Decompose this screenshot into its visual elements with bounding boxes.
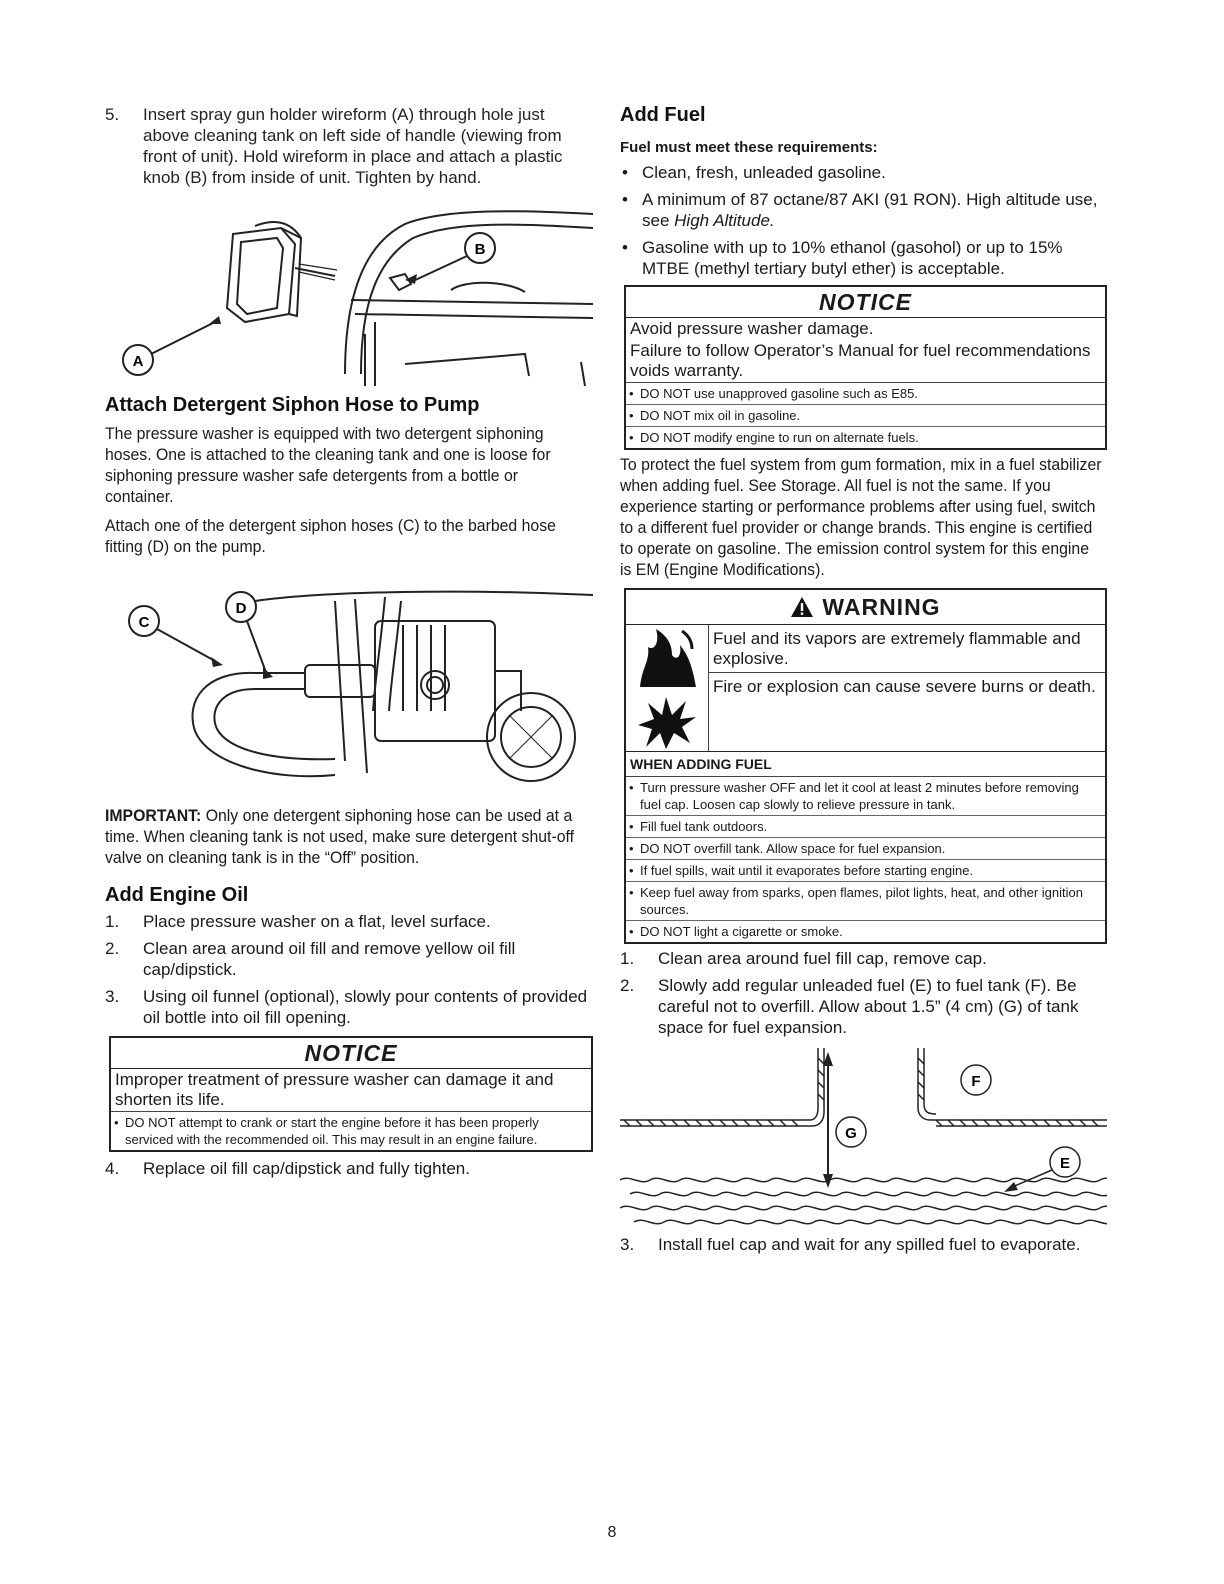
warning-bullet: • DO NOT overfill tank. Allow space for fuel expansion. [626, 837, 1105, 859]
warning-title [626, 590, 1105, 625]
warning-bullet: • DO NOT light a cigarette or smoke. [626, 920, 1105, 942]
fuel-warning-box [624, 588, 1107, 944]
step-number: 3. [105, 987, 120, 1006]
step-5 [105, 104, 593, 188]
warning-bullet: • Turn pressure washer OFF and let it cool at least 2 minutes before removing fuel cap. Loosen cap slowly to relieve pressure in tank. [626, 777, 1105, 815]
flame-icon [626, 625, 708, 691]
left-column [105, 104, 593, 1179]
detergent-paragraph-1: The pressure washer is equipped with two detergent siphoning hoses. One is attached to the cleaning tank and one is loose for siphoning pressure washer safe detergents from a bottle or container. [105, 424, 551, 506]
fuel-requirements-heading: Fuel must meet these requirements: [620, 139, 878, 156]
fuel-requirements-list [620, 162, 1107, 279]
step-number: 2. [105, 939, 120, 958]
notice-bullet: • DO NOT mix oil in gasoline. [626, 404, 1105, 426]
warning-triangle-icon [790, 596, 814, 618]
detergent-heading: Attach Detergent Siphon Hose to Pump [105, 394, 480, 416]
notice-title: NOTICE [111, 1038, 591, 1069]
fuel-step-3 [620, 1234, 1107, 1255]
callout-b: B [474, 241, 486, 258]
oil-steps [105, 911, 593, 1028]
warning-hazard-row [626, 625, 1105, 752]
notice-bullet: • DO NOT use unapproved gasoline such as E85. [626, 383, 1105, 404]
important-label: IMPORTANT: [105, 806, 202, 825]
notice-line-2: Failure to follow Operator’s Manual for fuel recommendations voids warranty. [626, 340, 1105, 383]
step-number: 4. [105, 1159, 120, 1178]
fuel-step-1 [620, 948, 1107, 969]
callout-c: C [138, 614, 150, 631]
notice-line-1: Avoid pressure washer damage. [630, 319, 874, 338]
notice-title: NOTICE [626, 287, 1105, 318]
detergent-paragraph-2: Attach one of the detergent siphon hoses (C) to the barbed hose fitting (D) on the pump. [105, 516, 556, 556]
fuel-step-2 [620, 975, 1107, 1038]
important-paragraph [105, 805, 591, 868]
step-text: Replace oil fill cap/dipstick and fully tighten. [143, 1159, 470, 1178]
oil-step-3 [105, 986, 593, 1028]
step-text: Clean area around oil fill and remove yellow oil fill cap/dipstick. [143, 939, 516, 979]
page-number: 8 [607, 1524, 617, 1541]
callout-f: F [971, 1073, 981, 1090]
oil-step-2 [105, 938, 593, 980]
step-text: Slowly add regular unleaded fuel (E) to fuel tank (F). Be careful not to overfill. Allow about 1.5” (4 cm) (G) of tank space for fuel expansion. [658, 976, 1079, 1037]
fuel-protect-paragraph: To protect the fuel system from gum formation, mix in a fuel stabilizer when adding fuel. See Storage. All fuel is not the same. If you experience starting or performance problems after using fuel, switch to a different fuel provider or change brands. This engine is certified to operate on gasoline. The emission control system for this engine is EM (Engine Modifications). [620, 455, 1102, 579]
step-text: Insert spray gun holder wireform (A) through hole just above cleaning tank on left side of handle (viewing from front of unit). Hold wireform in place and attach a plastic knob (B) from inside of unit. Tighten by hand. [143, 105, 563, 187]
step-text: Place pressure washer on a flat, level surface. [143, 912, 491, 931]
right-column [620, 104, 1107, 1255]
warning-bullet: • Fill fuel tank outdoors. [626, 815, 1105, 837]
pump-hose-figure [105, 561, 593, 797]
notice-bullets [626, 383, 1105, 448]
callout-e: E [1059, 1155, 1071, 1172]
requirement-item: • Gasoline with up to 10% ethanol (gasohol) or up to 15% MTBE (methyl tertiary butyl ether) is acceptable. [620, 237, 1107, 279]
warning-bullets [626, 777, 1105, 942]
step-number: 5. [105, 105, 120, 124]
important-text: Only one detergent siphoning hose can be used at a time. When cleaning tank is not used, make sure detergent shut-off valve on cleaning tank is in the “Off” position. [105, 806, 575, 867]
step-number: 3. [620, 1235, 635, 1254]
callout-d: D [235, 600, 247, 617]
hazard-text [709, 625, 1105, 751]
requirement-item [620, 189, 1107, 231]
hazard-line-1: Fuel and its vapors are extremely flammable and explosive. [709, 625, 1105, 673]
notice-bullet: • DO NOT modify engine to run on alternate fuels. [626, 426, 1105, 448]
requirement-item: • Clean, fresh, unleaded gasoline. [620, 162, 1107, 183]
oil-step-4 [105, 1158, 593, 1179]
hazard-line-2: Fire or explosion can cause severe burns or death. [713, 677, 1096, 696]
fuel-fill-figure [620, 1048, 1107, 1228]
oil-notice-box [109, 1036, 593, 1152]
callout-g: G [845, 1125, 857, 1142]
step-number: 1. [620, 949, 635, 968]
requirement-text: A minimum of 87 octane/87 AKI (91 RON). High altitude use, see [642, 190, 1098, 230]
explosion-icon [626, 691, 708, 751]
hazard-icons [626, 625, 709, 751]
callout-a: A [132, 353, 144, 370]
add-fuel-heading: Add Fuel [620, 104, 706, 126]
notice-line: Improper treatment of pressure washer can damage it and shorten its life. [111, 1069, 591, 1112]
warning-title-text: WARNING [822, 594, 941, 620]
warning-bullet: • If fuel spills, wait until it evaporates before starting engine. [626, 859, 1105, 881]
notice-bullets [111, 1112, 591, 1150]
step-text: Clean area around fuel fill cap, remove cap. [658, 949, 987, 968]
step-text: Using oil funnel (optional), slowly pour contents of provided oil bottle into oil fill opening. [143, 987, 588, 1027]
warning-bullet: • Keep fuel away from sparks, open flames, pilot lights, heat, and other ignition sources. [626, 881, 1105, 920]
wireform-figure [105, 204, 593, 386]
when-adding-fuel-label: WHEN ADDING FUEL [626, 752, 1105, 777]
fuel-notice-box [624, 285, 1107, 450]
notice-bullet: • DO NOT attempt to crank or start the engine before it has been properly serviced with the recommended oil. This may result in an engine failure. [111, 1112, 591, 1150]
engine-oil-heading: Add Engine Oil [105, 884, 249, 906]
step-text: Install fuel cap and wait for any spilled fuel to evaporate. [658, 1235, 1081, 1254]
step-number: 1. [105, 912, 120, 931]
oil-step-1 [105, 911, 593, 932]
high-altitude-ref: High Altitude. [674, 211, 775, 230]
step-number: 2. [620, 976, 635, 995]
